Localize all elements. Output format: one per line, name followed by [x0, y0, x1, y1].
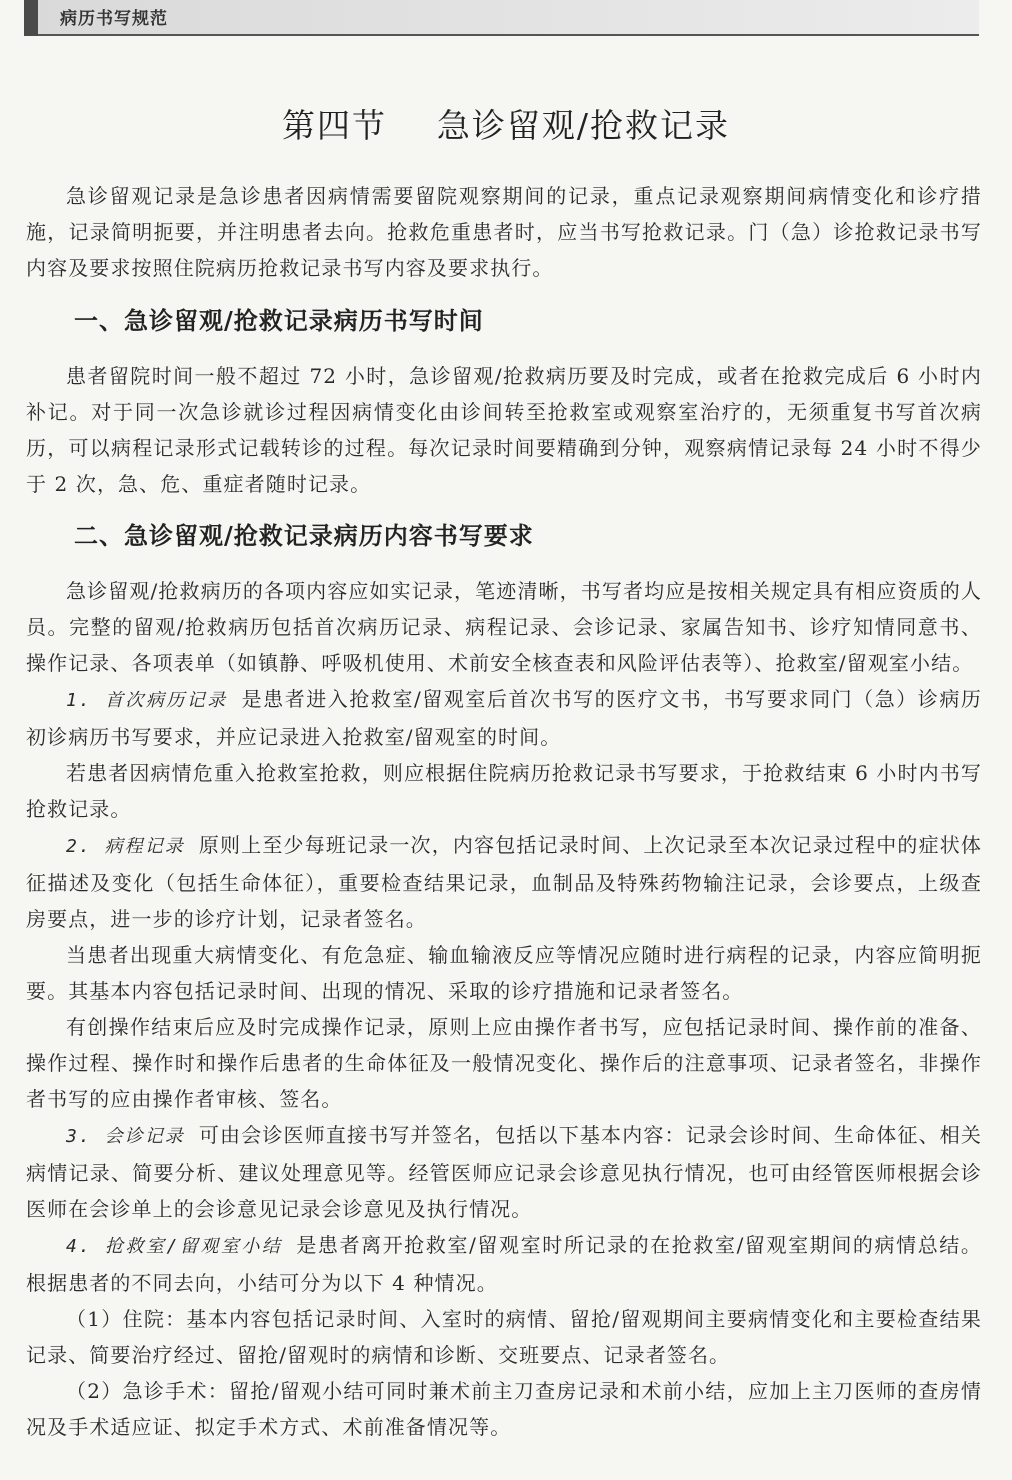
part2-body	[26, 573, 982, 1445]
item1-label: 1. 首次病历记录	[66, 690, 228, 711]
item4-paragraph	[26, 1227, 982, 1301]
item3-paragraph	[26, 1117, 982, 1227]
part2-heading: 二、急诊留观/抢救记录病历内容书写要求	[74, 521, 534, 550]
part2-heading-block	[26, 519, 982, 553]
intro-block	[26, 178, 982, 286]
item4-label: 4. 抢救室/留观室小结	[66, 1236, 283, 1257]
item2-extra-1: 当患者出现重大病情变化、有危急症、输血输液反应等情况应随时进行病程的记录，内容应简明扼要。其基本内容包括记录时间、出现的情况、采取的诊疗措施和记录者签名。	[26, 943, 982, 1003]
item3-text: 可由会诊医师直接书写并签名，包括以下基本内容：记录会诊时间、生命体征、相关病情记录、简要分析、建议处理意见等。经管医师应记录会诊意见执行情况，也可由经管医师根据会诊医师在会诊单上的会诊意见记录会诊意见及执行情况。	[26, 1123, 983, 1221]
item1-extra: 若患者因病情危重入抢救室抢救，则应根据住院病历抢救记录书写要求，于抢救结束 6 小时内书写抢救记录。	[26, 761, 982, 821]
item4-text: 是患者离开抢救室/留观室时所记录的在抢救室/留观室期间的病情总结。根据患者的不同去向，小结可分为以下 4 种情况。	[26, 1233, 982, 1295]
section-title: 第四节 急诊留观/抢救记录	[281, 106, 731, 145]
item2-label: 2. 病程记录	[66, 836, 185, 857]
item2-paragraph	[26, 827, 982, 937]
item3-label: 3. 会诊记录	[66, 1126, 185, 1147]
part2-intro: 急诊留观/抢救病历的各项内容应如实记录，笔迹清晰，书写者均应是按相关规定具有相应资质的人员。完整的留观/抢救病历包括首次病历记录、病程记录、会诊记录、家属告知书、诊疗知情同意书、操作记录、各项表单（如镇静、呼吸机使用、术前安全核查表和风险评估表等）、抢救室/留观室小结。	[26, 579, 982, 675]
item2-extra-2: 有创操作结束后应及时完成操作记录，原则上应由操作者书写，应包括记录时间、操作前的准备、操作过程、操作时和操作后患者的生命体征及一般情况变化、操作后的注意事项、记录者签名，非操作者书写的应由操作者审核、签名。	[26, 1015, 982, 1111]
item1-paragraph	[26, 681, 982, 755]
sub-item-2: （2）急诊手术：留抢/留观小结可同时兼术前主刀查房记录和术前小结，应加上主刀医师的查房情况及手术适应证、拟定手术方式、术前准备情况等。	[26, 1379, 982, 1439]
part1-text-block	[26, 358, 982, 502]
item1-text: 是患者进入抢救室/留观室后首次书写的医疗文书，书写要求同门（急）诊病历初诊病历书写要求，并应记录进入抢救室/留观室的时间。	[26, 687, 982, 749]
item2-text: 原则上至少每班记录一次，内容包括记录时间、上次记录至本次记录过程中的症状体征描述及变化（包括生命体征），重要检查结果记录，血制品及特殊药物输注记录，会诊要点，上级查房要点，进一步的诊疗计划，记录者签名。	[26, 833, 983, 931]
sub-item-1: （1）住院：基本内容包括记录时间、入室时的病情、留抢/留观期间主要病情变化和主要检查结果记录、简要治疗经过、留抢/留观时的病情和诊断、交班要点、记录者签名。	[26, 1307, 982, 1367]
intro-paragraph: 急诊留观记录是急诊患者因病情需要留院观察期间的记录，重点记录观察期间病情变化和诊疗措施，记录简明扼要，并注明患者去向。抢救危重患者时，应当书写抢救记录。门（急）诊抢救记录书写内容及要求按照住院病历抢救记录书写内容及要求执行。	[26, 184, 982, 280]
part1-heading: 一、急诊留观/抢救记录病历书写时间	[74, 306, 484, 335]
part1-block	[26, 304, 982, 338]
running-header-tab	[24, 0, 38, 36]
running-header-title: 病历书写规范	[60, 9, 168, 29]
part1-paragraph: 患者留院时间一般不超过 72 小时，急诊留观/抢救病历要及时完成，或者在抢救完成后 6 小时内补记。对于同一次急诊就诊过程因病情变化由诊间转至抢救室或观察室治疗的，无须重复书写首次病历，可以病程记录形式记载转诊的过程。每次记录时间要精确到分钟，观察病情记录每 24 小时不得少于 2 次，急、危、重症者随时记录。	[26, 364, 982, 496]
